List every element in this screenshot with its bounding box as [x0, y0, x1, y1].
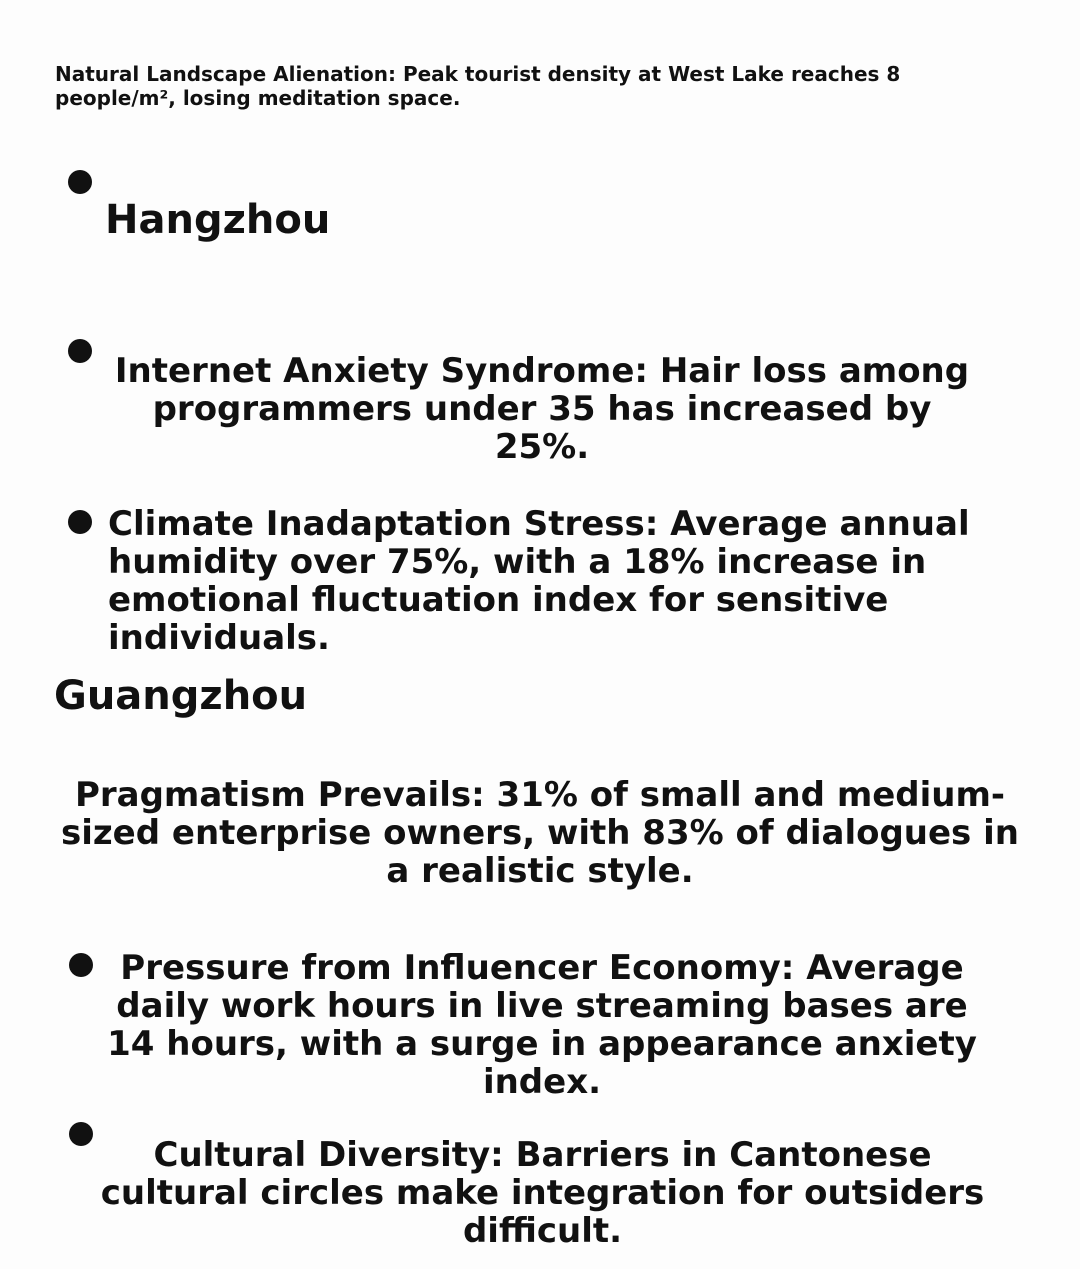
guangzhou-item-influencer: Pressure from Influencer Economy: Average daily work hours in live streaming bases are 14 hours, with a surge in appearance anxiety index.	[107, 948, 977, 1102]
intro-text: Natural Landscape Alienation: Peak tourist density at West Lake reaches 8 people/m², losing meditation space.	[55, 62, 901, 110]
guangzhou-item-cultural: Cultural Diversity: Barriers in Cantonese cultural circles make integration for outsiders difficult.	[100, 1135, 985, 1251]
hangzhou-item-internet-anxiety: Internet Anxiety Syndrome: Hair loss among programmers under 35 has increased by 25%.	[114, 351, 970, 467]
hangzhou-item-climate-stress: Climate Inadaptation Stress: Average annual humidity over 75%, with a 18% increase in emotional fluctuation index for sensitive individuals.	[108, 504, 970, 658]
guangzhou-heading: Guangzhou	[54, 673, 308, 719]
hangzhou-heading: Hangzhou	[105, 197, 331, 243]
guangzhou-lead-pragmatism: Pragmatism Prevails: 31% of small and medium-sized enterprise owners, with 83% of dialogues in a realistic style.	[61, 775, 1019, 891]
bullet-dot-icon	[68, 170, 92, 194]
bullet-dot-icon	[68, 510, 92, 534]
bullet-dot-icon	[68, 339, 92, 363]
bullet-dot-icon	[69, 953, 93, 977]
